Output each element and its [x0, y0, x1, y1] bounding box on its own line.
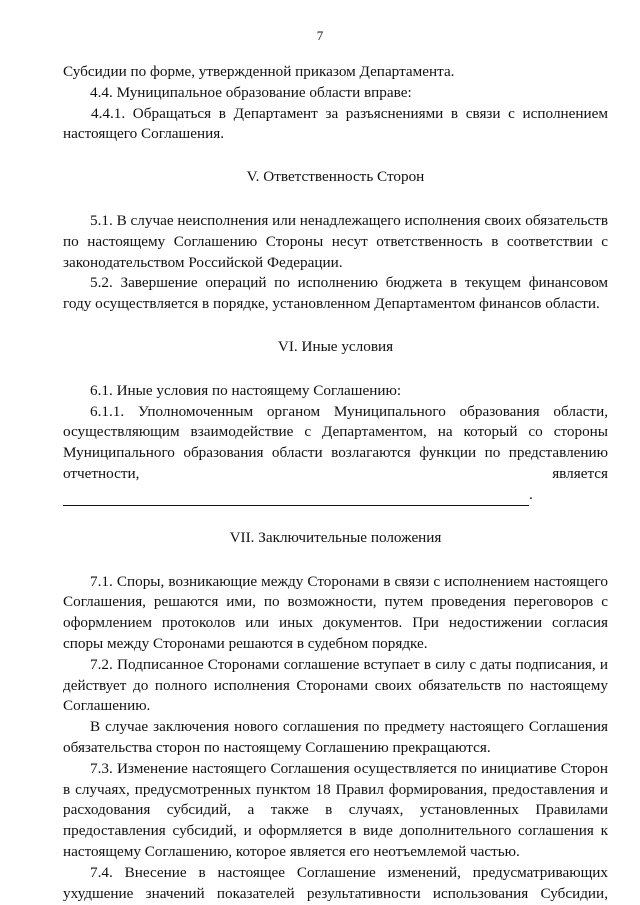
paragraph-4-4-1: 4.4.1. Обращаться в Департамент за разъяснениями в связи с исполнением настоящего Соглашения. — [63, 104, 608, 143]
paragraph-4-4: 4.4. Муниципальное образование области вправе: — [90, 83, 412, 101]
paragraph-5-1: 5.1. В случае неисполнения или ненадлежащего исполнения своих обязательств по настоящему Соглашению Стороны несут ответственность в соответствии с законодательством Российской Федерации. — [63, 211, 608, 271]
section-heading-7: VII. Заключительные положения — [229, 528, 442, 546]
paragraph-7-1: 7.1. Споры, возникающие между Сторонами в связи с исполнением настоящего Соглашения, решаются ими, по возможности, путем проведения переговоров с оформлением протоколов или иных документов. При недостижении согласия споры между Сторонами решаются в судебном порядке. — [63, 572, 608, 652]
page-number: 7 — [316, 28, 324, 43]
paragraph-7-2-continued: В случае заключения нового соглашения по предмету настоящего Соглашения обязательства сторон по настоящему Соглашению прекращаются. — [63, 718, 608, 756]
paragraph-6-1-1-right: является — [552, 464, 608, 482]
section-heading-5: V. Ответственность Сторон — [246, 168, 425, 186]
paragraph-5-2: 5.2. Завершение операций по исполнению бюджета в текущем финансовом году осуществляется в порядке, установленном Департаментом финансов области. — [63, 274, 608, 313]
paragraph-7-3: 7.3. Изменение настоящего Соглашения осуществляется по инициативе Сторон в случаях, предусмотренных пунктом 18 Правил формирования, предоставления и расходования субсидий, а также в случаях, установленных Правилами предоставления субсидий, и оформляется в виде дополнительного соглашения к настоящему Соглашению, которое является его неотъемлемой частью. — [63, 759, 608, 860]
paragraph-7-2: 7.2. Подписанное Сторонами соглашение вступает в силу с даты подписания, и действует до полного исполнения Сторонами своих обязательств по настоящему Соглашению. — [63, 655, 608, 715]
paragraph-6-1-1-left: отчетности, — [63, 464, 140, 482]
paragraph-6-1-1: 6.1.1. Уполномоченным органом Муниципального образования области, осуществляющим взаимодействие с Департаментом, на который со стороны Муниципального образования области возлагаются функции по представлению — [63, 402, 608, 462]
paragraph-carryover: Субсидии по форме, утвержденной приказом Департамента. — [63, 63, 455, 80]
blank-rule — [63, 491, 529, 506]
blank-rule-period: . — [529, 485, 533, 503]
paragraph-7-4: 7.4. Внесение в настоящее Соглашение изменений, предусматривающих ухудшение значений показателей результативности использования Субсидии, — [63, 863, 608, 902]
paragraph-6-1-1-last-line — [63, 464, 608, 485]
fill-in-line — [63, 485, 608, 506]
section-heading-6: VI. Иные условия — [277, 337, 394, 355]
document-body — [63, 62, 608, 904]
paragraph-6-1: 6.1. Иные условия по настоящему Соглашению: — [90, 381, 402, 399]
